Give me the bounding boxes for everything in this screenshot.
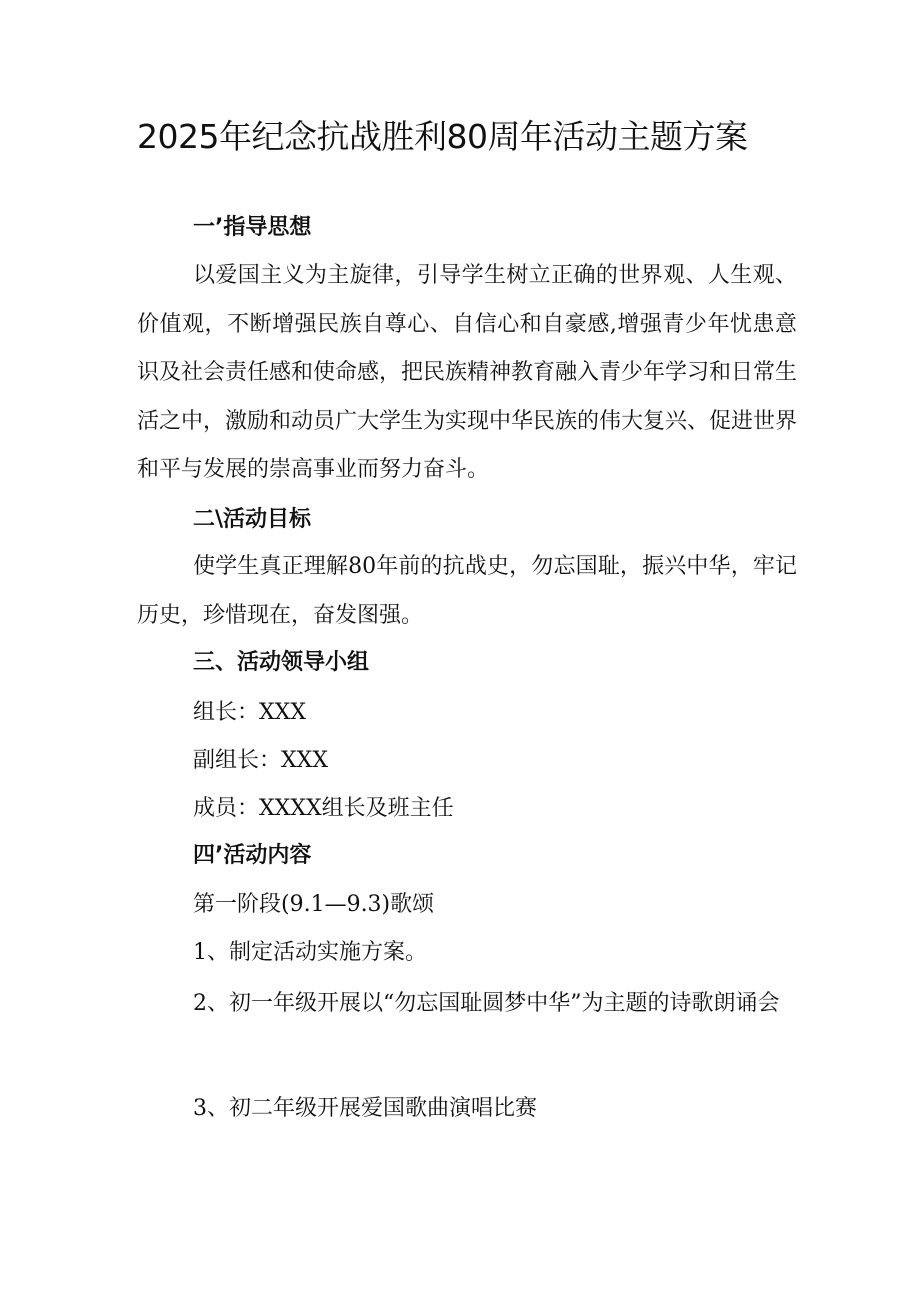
content-item-2: 2、初一年级开展以“勿忘国耻圆梦中华”为主题的诗歌朗诵会 xyxy=(193,991,780,1016)
guiding-thought-paragraph: 以爱国主义为主旋律，引导学生树立正确的世界观、人生观、价值观，不断增强民族自尊心、自信心和自豪感,增强青少年忧患意识及社会责任感和使命感，把民族精神教育融入青少年学习和日常生活之中，激励和动员广大学生为实现中华民族的伟大复兴、促进世界和平与发展的崇高事业而努力奋斗。 xyxy=(137,263,798,483)
stage-one-line: 第一阶段(9.1—9.3)歌颂 xyxy=(193,892,435,917)
section-heading-guiding-thought: 一’指导思想 xyxy=(193,215,312,240)
deputy-leader-line: 副组长：XXX xyxy=(193,748,328,773)
section-heading-content: 四’活动内容 xyxy=(193,843,312,868)
section-heading-goals: 二\活动目标 xyxy=(193,507,312,532)
document-title: 2025年纪念抗战胜利80周年活动主题方案 xyxy=(137,117,748,156)
section-heading-leadership: 三、活动领导小组 xyxy=(193,650,370,675)
content-item-3: 3、初二年级开展爱国歌曲演唱比赛 xyxy=(193,1096,537,1121)
leader-line: 组长：XXX xyxy=(193,700,306,725)
goals-paragraph: 使学生真正理解80年前的抗战史，勿忘国耻，振兴中华，牢记历史，珍惜现在，奋发图强。 xyxy=(137,554,797,628)
content-item-1: 1、制定活动实施方案。 xyxy=(193,940,427,965)
members-line: 成员：XXXX组长及班主任 xyxy=(193,796,454,821)
